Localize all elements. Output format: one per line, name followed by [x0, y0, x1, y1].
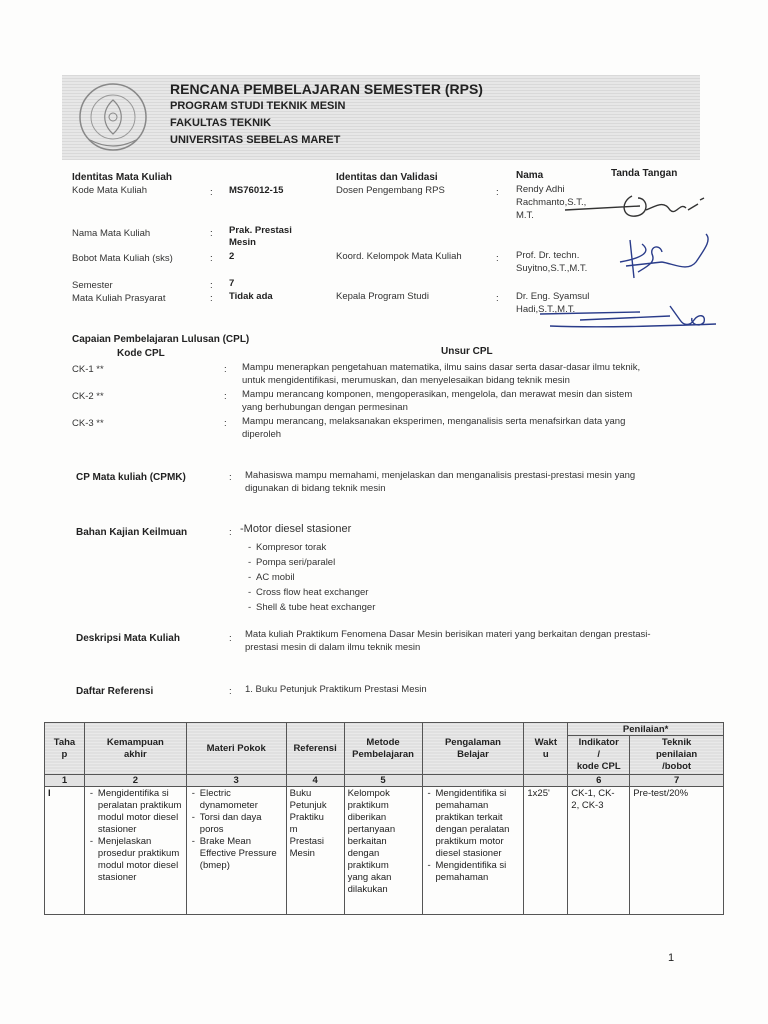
column-number: 3 — [186, 775, 286, 787]
cell-waktu: 1x25' — [524, 787, 568, 915]
validasi-heading: Identitas dan Validasi — [336, 172, 438, 183]
rps-table — [44, 722, 724, 915]
signature-dosen-icon — [560, 188, 750, 224]
signature-koord-icon — [612, 232, 722, 286]
cpl-text: Mampu merancang komponen, mengoperasikan, mengelola, dan merawat mesin dan sistem yang berhubungan dengan permesinan — [242, 389, 633, 413]
cell-kemampuan — [84, 787, 186, 915]
bahan-list — [246, 540, 375, 615]
colon: : — [210, 293, 213, 304]
role-kaprodi: Kepala Program Studi — [336, 291, 429, 302]
colon: : — [229, 686, 232, 697]
nama-value: Prak. Prestasi Mesin — [229, 225, 292, 248]
column-number — [422, 775, 524, 787]
column-number: 5 — [344, 775, 422, 787]
deskripsi-text: Mata kuliah Praktikum Fenomena Dasar Mesin berisikan materi yang berkaitan dengan prestasi- prestasi mesin di dalam ilmu teknik mesin — [245, 629, 651, 653]
deskripsi-heading: Deskripsi Mata Kuliah — [76, 633, 180, 644]
cell-pengalaman — [422, 787, 524, 915]
ttd-heading: Tanda Tangan — [611, 168, 678, 179]
universitas: UNIVERSITAS SEBELAS MARET — [170, 134, 341, 146]
kode-cpl-heading: Kode CPL — [117, 348, 165, 359]
cell-referensi: Buku Petunjuk Praktiku m Prestasi Mesin — [286, 787, 344, 915]
cpl-code: CK-2 ** — [72, 391, 104, 402]
name-koord: Prof. Dr. techn. Suyitno,S.T.,M.T. — [516, 250, 588, 274]
list-item: - Mengidentifika si pemahaman praktikan terkait dengan peralatan praktikum motor diesel stasioner — [436, 788, 521, 860]
header-penilaian: Penilaian* — [568, 723, 724, 736]
kode-label: Kode Mata Kuliah — [72, 185, 147, 196]
list-item: - Brake Mean Effective Pressure (bmep) — [200, 836, 283, 872]
cpmk-heading: CP Mata kuliah (CPMK) — [76, 472, 186, 483]
colon: : — [496, 293, 499, 304]
cpl-heading: Capaian Pembelajaran Lulusan (CPL) — [72, 334, 250, 345]
column-number — [524, 775, 568, 787]
fakultas: FAKULTAS TEKNIK — [170, 117, 272, 129]
list-item: - AC mobil — [256, 570, 375, 585]
table-row — [45, 787, 724, 915]
list-item: - Cross flow heat exchanger — [256, 585, 375, 600]
bobot-label: Bobot Mata Kuliah (sks) — [72, 253, 173, 264]
prasyarat-label: Mata Kuliah Prasyarat — [72, 293, 166, 304]
cpl-text: Mampu menerapkan pengetahuan matematika, ilmu sains dasar serta dasar-dasar ilmu teknik, untuk mengidentifikasi, merumuskan, dan menyelesaikan bidang teknik mesin — [242, 362, 641, 386]
bahan-first: -Motor diesel stasioner — [240, 523, 352, 535]
colon: : — [229, 472, 232, 483]
semester-value: 7 — [229, 278, 235, 289]
cell-metode: Kelompok praktikum diberikan pertanyaan berkaitan dengan praktikum yang akan dilakukan — [344, 787, 422, 915]
unsur-cpl-heading: Unsur CPL — [441, 346, 493, 357]
header-metode: Metode Pembelajaran — [344, 723, 422, 775]
column-number: 1 — [45, 775, 85, 787]
referensi-text: 1. Buku Petunjuk Praktikum Prestasi Mesin — [245, 684, 427, 695]
colon: : — [210, 280, 213, 291]
header-kemampuan: Kemampuan akhir — [84, 723, 186, 775]
list-item: - Electric dynamometer — [200, 788, 283, 812]
column-number: 4 — [286, 775, 344, 787]
program-studi: PROGRAM STUDI TEKNIK MESIN — [170, 100, 346, 112]
cpl-text: Mampu merancang, melaksanakan eksperimen, menganalisis serta menafsirkan data yang diperoleh — [242, 416, 626, 440]
cell-teknik: Pre-test/20% — [630, 787, 724, 915]
cpmk-text: Mahasiswa mampu memahami, menjelaskan dan menganalisis prestasi-prestasi mesin yang digunakan di bidang teknik mesin — [245, 470, 636, 494]
colon: : — [496, 253, 499, 264]
colon: : — [229, 527, 232, 538]
colon: : — [496, 187, 499, 198]
prasyarat-value: Tidak ada — [229, 291, 273, 302]
page-number: 1 — [668, 952, 675, 964]
name-dosen: Rendy Adhi Rachmanto,S.T., M.T. — [516, 184, 587, 221]
role-koord: Koord. Kelompok Mata Kuliah — [336, 251, 462, 262]
column-number: 7 — [630, 775, 724, 787]
column-number: 2 — [84, 775, 186, 787]
colon: : — [210, 228, 213, 239]
cpl-code: CK-3 ** — [72, 418, 104, 429]
nama-label: Nama Mata Kuliah — [72, 228, 151, 239]
column-number: 6 — [568, 775, 630, 787]
header-teknik: Teknik penilaian /bobot — [630, 736, 724, 775]
cell-tahap: I — [45, 787, 85, 915]
header-indikator: Indikator / kode CPL — [568, 736, 630, 775]
role-dosen: Dosen Pengembang RPS — [336, 185, 445, 196]
bahan-heading: Bahan Kajian Keilmuan — [76, 527, 188, 538]
header-waktu: Wakt u — [524, 723, 568, 775]
header-materi: Materi Pokok — [186, 723, 286, 775]
identitas-heading: Identitas Mata Kuliah — [72, 172, 173, 183]
cell-materi — [186, 787, 286, 915]
kode-value: MS76012-15 — [229, 185, 284, 196]
header-tahap: Taha p — [45, 723, 85, 775]
colon: : — [224, 391, 227, 402]
list-item: - Torsi dan daya poros — [200, 812, 283, 836]
header-referensi: Referensi — [286, 723, 344, 775]
list-item: - Mengidentifika si pemahaman — [436, 860, 521, 884]
cell-indikator: CK-1, CK- 2, CK-3 — [568, 787, 630, 915]
colon: : — [224, 418, 227, 429]
list-item: - Kompresor torak — [256, 540, 375, 555]
header-pengalaman: Pengalaman Belajar — [422, 723, 524, 775]
list-item: - Menjelaskan prosedur praktikum modul motor diesel stasioner — [98, 836, 183, 884]
referensi-heading: Daftar Referensi — [76, 686, 154, 697]
colon: : — [229, 633, 232, 644]
colon: : — [210, 187, 213, 198]
list-item: - Shell & tube heat exchanger — [256, 600, 375, 615]
bobot-value: 2 — [229, 251, 235, 262]
name-kaprodi: Dr. Eng. Syamsul Hadi,S.T.,M.T. — [516, 291, 590, 315]
cpl-code: CK-1 ** — [72, 364, 104, 375]
nama-heading: Nama — [516, 170, 544, 181]
document-title: RENCANA PEMBELAJARAN SEMESTER (RPS) — [170, 81, 483, 97]
list-item: - Pompa seri/paralel — [256, 555, 375, 570]
list-item: - Mengidentifika si peralatan praktikum modul motor diesel stasioner — [98, 788, 183, 836]
colon: : — [224, 364, 227, 375]
semester-label: Semester — [72, 280, 113, 291]
signature-kaprodi-icon — [520, 296, 720, 332]
colon: : — [210, 253, 213, 264]
university-seal-icon — [72, 80, 154, 154]
